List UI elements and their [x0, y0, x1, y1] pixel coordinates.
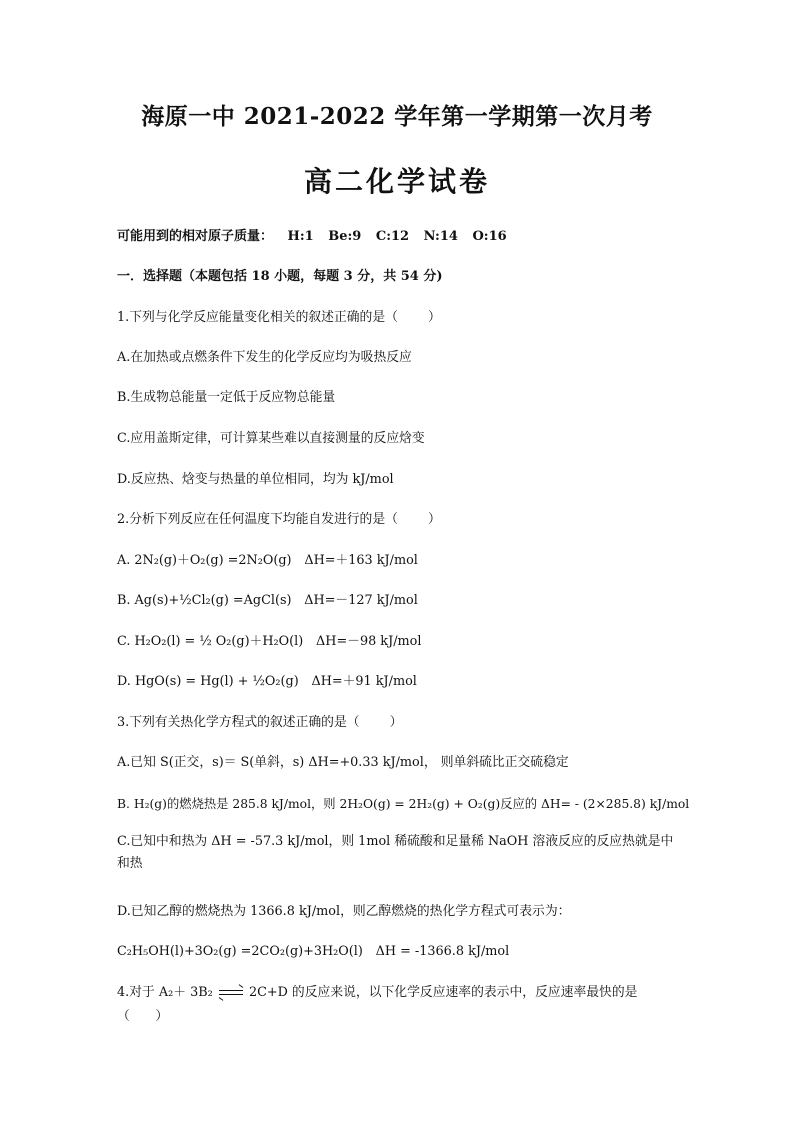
q4-stem-paren: （ ）: [117, 1009, 169, 1024]
q2-stem-text: 2.分析下列反应在任何温度下均能自发进行的是（: [117, 512, 398, 527]
atomic-mass-be: Be:9: [328, 229, 362, 244]
q2-option-b: B. Ag(s)+½Cl₂(g) =AgCl(s) ΔH=－127 kJ/mol: [117, 593, 418, 608]
q2-option-a: A. 2N₂(g)＋O₂(g) =2N₂O(g) ΔH=＋163 kJ/mol: [117, 553, 418, 568]
q4-stem-post: 2C+D 的反应来说，以下化学反应速率的表示中，反应速率最快的是: [248, 985, 638, 1000]
atomic-mass-n: N:14: [423, 229, 458, 244]
atomic-mass-line: [117, 228, 507, 246]
q4-stem-pre: 4.对于 A₂＋ 3B₂: [117, 985, 213, 1000]
q1-option-b: B.生成物总能量一定低于反应物总能量: [117, 390, 336, 405]
q3-option-d: D.已知乙醇的燃烧热为 1366.8 kJ/mol，则乙醇燃烧的热化学方程式可表示为：: [117, 904, 571, 919]
q1-stem-text: 1.下列与化学反应能量变化相关的叙述正确的是（: [117, 310, 398, 325]
q3-option-a: A.已知 S(正交，s)＝ S(单斜，s) ΔH=+0.33 kJ/mol， 则单斜硫比正交硫稳定: [117, 755, 569, 770]
atomic-mass-h: H:1: [287, 229, 314, 244]
atomic-mass-c: C:12: [375, 229, 410, 244]
q1-stem-close: ）: [427, 310, 441, 325]
q4-stem: [117, 984, 637, 1002]
q3-stem-close: ）: [389, 715, 403, 730]
exam-subtitle: 高二化学试卷: [303, 165, 490, 198]
q3-option-b: B. H₂(g)的燃烧热是 285.8 kJ/mol，则 2H₂O(g) = 2H₂(g) + O₂(g)反应的 ΔH= - (2×285.8) kJ/mol: [117, 797, 690, 811]
q2-stem: [117, 511, 441, 529]
q1-option-a: A.在加热或点燃条件下发生的化学反应均为吸热反应: [117, 350, 412, 365]
q2-stem-close: ）: [427, 512, 441, 527]
q3-stem: [117, 714, 402, 732]
atomic-mass-label: 可能用到的相对原子质量：: [117, 229, 274, 244]
q3-stem-text: 3.下列有关热化学方程式的叙述正确的是（: [117, 715, 360, 730]
equilibrium-arrow-icon: [217, 988, 245, 998]
exam-title: 海原一中 2021-2022 学年第一学期第一次月考: [141, 103, 653, 130]
q1-stem: [117, 309, 441, 327]
q2-option-c: C. H₂O₂(l) = ½ O₂(g)＋H₂O(l) ΔH=－98 kJ/mol: [117, 634, 422, 649]
q2-option-d: D. HgO(s) = Hg(l) + ½O₂(g) ΔH=＋91 kJ/mol: [117, 674, 417, 689]
q1-option-c: C.应用盖斯定律，可计算某些难以直接测量的反应焓变: [117, 431, 425, 446]
q1-option-d: D.反应热、焓变与热量的单位相同，均为 kJ/mol: [117, 472, 394, 487]
q3-option-d-equation: C₂H₅OH(l)+3O₂(g) =2CO₂(g)+3H₂O(l) ΔH = -1366.8 kJ/mol: [117, 944, 510, 959]
section-heading: 一．选择题（本题包括 18 小题，每题 3 分，共 54 分): [117, 269, 443, 284]
atomic-mass-o: O:16: [472, 229, 507, 244]
q3-option-c: C.已知中和热为 ΔH = -57.3 kJ/mol，则 1mol 稀硫酸和足量稀 NaOH 溶液反应的反应热就是中和热: [117, 834, 674, 871]
